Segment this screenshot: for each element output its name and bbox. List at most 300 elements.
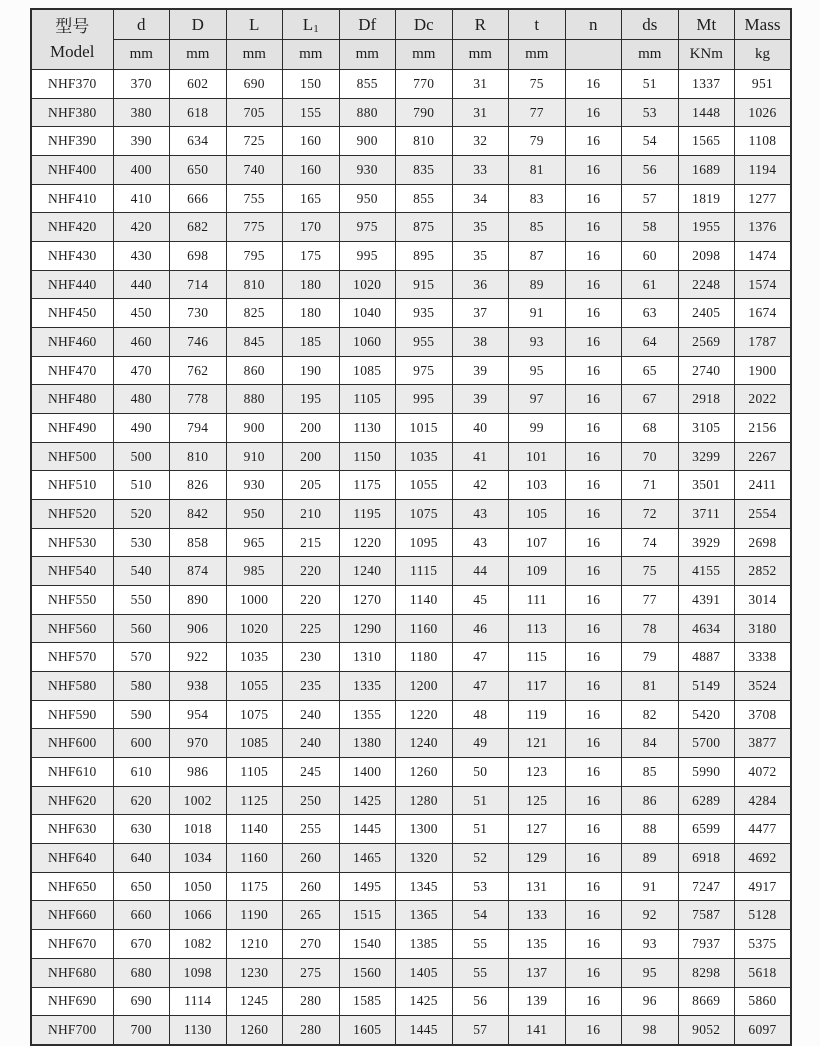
data-cell-Mt: 2098 (678, 242, 735, 271)
table-row (31, 672, 791, 701)
data-cell-Dc: 1445 (396, 1016, 453, 1045)
data-cell-Mass: 1376 (735, 213, 792, 242)
data-cell-t: 111 (509, 586, 566, 615)
data-cell-R: 31 (452, 70, 509, 99)
data-cell-L: 1035 (226, 643, 283, 672)
data-cell-R: 45 (452, 586, 509, 615)
data-cell-L: 1125 (226, 786, 283, 815)
table-row (31, 328, 791, 357)
header-cell-D (170, 9, 227, 40)
data-cell-n: 16 (565, 643, 622, 672)
data-cell-n: 16 (565, 930, 622, 959)
data-cell-L1: 275 (283, 958, 340, 987)
unit-cell-d: mm (113, 40, 170, 70)
data-cell-D: 730 (170, 299, 227, 328)
data-cell-Mass: 2411 (735, 471, 792, 500)
data-cell-t: 75 (509, 70, 566, 99)
data-cell-L1: 235 (283, 672, 340, 701)
data-cell-ds: 95 (622, 958, 679, 987)
data-cell-Df: 1355 (339, 700, 396, 729)
data-cell-R: 53 (452, 872, 509, 901)
data-cell-D: 890 (170, 586, 227, 615)
model-cell: NHF620 (31, 786, 113, 815)
data-cell-L: 1260 (226, 1016, 283, 1045)
data-cell-Dc: 1160 (396, 614, 453, 643)
data-cell-ds: 56 (622, 156, 679, 185)
model-cell: NHF650 (31, 872, 113, 901)
data-cell-L1: 280 (283, 987, 340, 1016)
data-cell-D: 1082 (170, 930, 227, 959)
column-label: Dc (413, 14, 434, 34)
data-cell-ds: 58 (622, 213, 679, 242)
data-cell-d: 420 (113, 213, 170, 242)
table-row (31, 586, 791, 615)
data-cell-t: 135 (509, 930, 566, 959)
data-cell-ds: 86 (622, 786, 679, 815)
data-cell-ds: 81 (622, 672, 679, 701)
data-cell-Df: 1240 (339, 557, 396, 586)
model-label-en: Model (50, 41, 95, 61)
data-cell-Dc: 1035 (396, 442, 453, 471)
data-cell-n: 16 (565, 786, 622, 815)
unit-cell-R: mm (452, 40, 509, 70)
data-cell-d: 560 (113, 614, 170, 643)
data-cell-Df: 950 (339, 184, 396, 213)
data-cell-R: 55 (452, 958, 509, 987)
data-cell-ds: 68 (622, 414, 679, 443)
data-cell-D: 810 (170, 442, 227, 471)
model-cell: NHF580 (31, 672, 113, 701)
data-cell-n: 16 (565, 70, 622, 99)
data-cell-D: 778 (170, 385, 227, 414)
model-cell: NHF700 (31, 1016, 113, 1045)
data-cell-D: 682 (170, 213, 227, 242)
data-cell-Mt: 9052 (678, 1016, 735, 1045)
data-cell-ds: 84 (622, 729, 679, 758)
data-cell-D: 1066 (170, 901, 227, 930)
data-cell-t: 87 (509, 242, 566, 271)
data-cell-ds: 85 (622, 758, 679, 787)
data-cell-Dc: 1115 (396, 557, 453, 586)
table-row (31, 700, 791, 729)
data-cell-Mass: 1674 (735, 299, 792, 328)
table-row (31, 98, 791, 127)
data-cell-Mass: 951 (735, 70, 792, 99)
data-cell-n: 16 (565, 242, 622, 271)
data-cell-Df: 1380 (339, 729, 396, 758)
unit-cell-n (565, 40, 622, 70)
column-label: Df (358, 14, 377, 34)
data-cell-d: 440 (113, 270, 170, 299)
data-cell-D: 794 (170, 414, 227, 443)
data-cell-Df: 1605 (339, 1016, 396, 1045)
data-cell-L: 775 (226, 213, 283, 242)
model-cell: NHF540 (31, 557, 113, 586)
table-row (31, 356, 791, 385)
model-cell: NHF440 (31, 270, 113, 299)
data-cell-n: 16 (565, 987, 622, 1016)
data-cell-d: 580 (113, 672, 170, 701)
model-cell: NHF590 (31, 700, 113, 729)
model-cell: NHF450 (31, 299, 113, 328)
data-cell-Mt: 3299 (678, 442, 735, 471)
data-cell-D: 666 (170, 184, 227, 213)
data-cell-Df: 1130 (339, 414, 396, 443)
data-cell-n: 16 (565, 156, 622, 185)
model-cell: NHF550 (31, 586, 113, 615)
data-cell-D: 826 (170, 471, 227, 500)
data-cell-Df: 1585 (339, 987, 396, 1016)
data-cell-n: 16 (565, 958, 622, 987)
data-cell-n: 16 (565, 213, 622, 242)
data-cell-t: 93 (509, 328, 566, 357)
data-cell-R: 47 (452, 643, 509, 672)
data-cell-D: 698 (170, 242, 227, 271)
data-cell-ds: 77 (622, 586, 679, 615)
data-cell-Mt: 7937 (678, 930, 735, 959)
data-cell-d: 400 (113, 156, 170, 185)
model-cell: NHF560 (31, 614, 113, 643)
table-row (31, 528, 791, 557)
unit-cell-Df: mm (339, 40, 396, 70)
data-cell-d: 410 (113, 184, 170, 213)
data-cell-n: 16 (565, 385, 622, 414)
table-row (31, 299, 791, 328)
table-row (31, 987, 791, 1016)
header-cell-t (509, 9, 566, 40)
data-cell-D: 762 (170, 356, 227, 385)
data-cell-L1: 200 (283, 414, 340, 443)
data-cell-Mass: 4477 (735, 815, 792, 844)
data-cell-Df: 1465 (339, 844, 396, 873)
data-cell-ds: 96 (622, 987, 679, 1016)
data-cell-Mt: 2569 (678, 328, 735, 357)
data-cell-R: 39 (452, 356, 509, 385)
data-cell-R: 39 (452, 385, 509, 414)
data-cell-L: 1190 (226, 901, 283, 930)
data-cell-Mass: 1026 (735, 98, 792, 127)
data-cell-D: 650 (170, 156, 227, 185)
data-cell-d: 590 (113, 700, 170, 729)
data-cell-n: 16 (565, 442, 622, 471)
data-cell-d: 570 (113, 643, 170, 672)
unit-cell-ds: mm (622, 40, 679, 70)
data-cell-L1: 240 (283, 700, 340, 729)
data-cell-Df: 1270 (339, 586, 396, 615)
data-cell-Mt: 4887 (678, 643, 735, 672)
data-cell-t: 115 (509, 643, 566, 672)
data-cell-d: 700 (113, 1016, 170, 1045)
data-cell-Mt: 1689 (678, 156, 735, 185)
model-cell: NHF370 (31, 70, 113, 99)
data-cell-D: 906 (170, 614, 227, 643)
data-cell-Mass: 2156 (735, 414, 792, 443)
data-cell-n: 16 (565, 586, 622, 615)
data-cell-Mt: 5990 (678, 758, 735, 787)
data-cell-d: 620 (113, 786, 170, 815)
table-body (31, 70, 791, 1045)
data-cell-t: 137 (509, 958, 566, 987)
data-cell-ds: 54 (622, 127, 679, 156)
data-cell-L: 1210 (226, 930, 283, 959)
data-cell-Dc: 855 (396, 184, 453, 213)
data-cell-Mt: 8298 (678, 958, 735, 987)
data-cell-Mt: 5420 (678, 700, 735, 729)
data-cell-Mt: 1955 (678, 213, 735, 242)
data-cell-t: 141 (509, 1016, 566, 1045)
data-cell-ds: 70 (622, 442, 679, 471)
data-cell-D: 746 (170, 328, 227, 357)
table-row (31, 500, 791, 529)
column-label: L (302, 14, 314, 34)
data-cell-R: 34 (452, 184, 509, 213)
data-cell-ds: 72 (622, 500, 679, 529)
data-cell-n: 16 (565, 98, 622, 127)
data-cell-d: 540 (113, 557, 170, 586)
data-cell-Dc: 810 (396, 127, 453, 156)
data-cell-t: 81 (509, 156, 566, 185)
data-cell-n: 16 (565, 557, 622, 586)
data-cell-Df: 975 (339, 213, 396, 242)
data-cell-Mt: 2405 (678, 299, 735, 328)
data-cell-L: 1175 (226, 872, 283, 901)
data-cell-Mass: 2022 (735, 385, 792, 414)
data-cell-D: 938 (170, 672, 227, 701)
data-cell-D: 1114 (170, 987, 227, 1016)
data-cell-L1: 255 (283, 815, 340, 844)
data-cell-Df: 1400 (339, 758, 396, 787)
data-cell-d: 500 (113, 442, 170, 471)
data-cell-d: 690 (113, 987, 170, 1016)
data-cell-L1: 150 (283, 70, 340, 99)
data-cell-Dc: 1300 (396, 815, 453, 844)
data-cell-n: 16 (565, 528, 622, 557)
data-cell-Dc: 1075 (396, 500, 453, 529)
data-cell-L: 950 (226, 500, 283, 529)
table-row (31, 901, 791, 930)
model-cell: NHF630 (31, 815, 113, 844)
data-cell-L1: 190 (283, 356, 340, 385)
data-cell-R: 33 (452, 156, 509, 185)
unit-cell-L: mm (226, 40, 283, 70)
data-cell-Dc: 895 (396, 242, 453, 271)
data-cell-L: 1075 (226, 700, 283, 729)
table-row (31, 872, 791, 901)
data-cell-t: 107 (509, 528, 566, 557)
data-cell-Mt: 6289 (678, 786, 735, 815)
data-cell-Mt: 3929 (678, 528, 735, 557)
data-cell-Mt: 1448 (678, 98, 735, 127)
data-cell-n: 16 (565, 471, 622, 500)
table-row (31, 414, 791, 443)
data-cell-Df: 900 (339, 127, 396, 156)
data-cell-L1: 195 (283, 385, 340, 414)
data-cell-t: 85 (509, 213, 566, 242)
data-cell-t: 89 (509, 270, 566, 299)
data-cell-L1: 270 (283, 930, 340, 959)
data-cell-R: 38 (452, 328, 509, 357)
data-cell-Dc: 1095 (396, 528, 453, 557)
header-cell-L (226, 9, 283, 40)
data-cell-R: 54 (452, 901, 509, 930)
data-cell-R: 49 (452, 729, 509, 758)
data-cell-L1: 280 (283, 1016, 340, 1045)
data-cell-ds: 53 (622, 98, 679, 127)
data-cell-n: 16 (565, 270, 622, 299)
data-cell-Dc: 1260 (396, 758, 453, 787)
data-cell-Mass: 3338 (735, 643, 792, 672)
data-cell-L: 860 (226, 356, 283, 385)
data-cell-Mt: 5149 (678, 672, 735, 701)
data-cell-R: 57 (452, 1016, 509, 1045)
data-cell-D: 970 (170, 729, 227, 758)
data-cell-Df: 1040 (339, 299, 396, 328)
data-cell-L1: 265 (283, 901, 340, 930)
data-cell-Mt: 4155 (678, 557, 735, 586)
data-cell-D: 874 (170, 557, 227, 586)
table-row (31, 156, 791, 185)
data-cell-Df: 1150 (339, 442, 396, 471)
column-label: R (474, 14, 486, 34)
data-cell-L: 725 (226, 127, 283, 156)
data-cell-Dc: 1365 (396, 901, 453, 930)
header-cell-d (113, 9, 170, 40)
data-cell-L1: 240 (283, 729, 340, 758)
data-cell-t: 83 (509, 184, 566, 213)
data-cell-Dc: 770 (396, 70, 453, 99)
data-cell-Df: 1540 (339, 930, 396, 959)
data-cell-ds: 67 (622, 385, 679, 414)
data-cell-Mt: 7247 (678, 872, 735, 901)
data-cell-n: 16 (565, 127, 622, 156)
data-cell-ds: 93 (622, 930, 679, 959)
header-cell-Dc (396, 9, 453, 40)
data-cell-L1: 260 (283, 844, 340, 873)
data-cell-d: 490 (113, 414, 170, 443)
data-cell-Mt: 3501 (678, 471, 735, 500)
data-cell-ds: 71 (622, 471, 679, 500)
header-cell-model (31, 9, 113, 70)
data-cell-Dc: 1385 (396, 930, 453, 959)
data-cell-L1: 225 (283, 614, 340, 643)
data-cell-d: 460 (113, 328, 170, 357)
data-cell-ds: 51 (622, 70, 679, 99)
data-cell-ds: 63 (622, 299, 679, 328)
data-cell-ds: 78 (622, 614, 679, 643)
header-cell-Mass (735, 9, 792, 40)
data-cell-n: 16 (565, 184, 622, 213)
data-cell-Mass: 2554 (735, 500, 792, 529)
data-cell-Mt: 2248 (678, 270, 735, 299)
data-cell-D: 634 (170, 127, 227, 156)
data-cell-R: 43 (452, 500, 509, 529)
data-cell-ds: 88 (622, 815, 679, 844)
data-cell-Mass: 1277 (735, 184, 792, 213)
data-cell-d: 610 (113, 758, 170, 787)
data-cell-D: 618 (170, 98, 227, 127)
data-cell-t: 133 (509, 901, 566, 930)
data-cell-Mt: 6599 (678, 815, 735, 844)
header-cell-R (452, 9, 509, 40)
data-cell-L1: 160 (283, 127, 340, 156)
data-cell-Df: 1220 (339, 528, 396, 557)
data-cell-L: 810 (226, 270, 283, 299)
data-cell-t: 109 (509, 557, 566, 586)
header-unit-row (31, 40, 791, 70)
data-cell-Dc: 1015 (396, 414, 453, 443)
data-cell-Dc: 835 (396, 156, 453, 185)
data-cell-L: 755 (226, 184, 283, 213)
table-row (31, 70, 791, 99)
data-cell-ds: 57 (622, 184, 679, 213)
model-cell: NHF390 (31, 127, 113, 156)
data-cell-L: 845 (226, 328, 283, 357)
data-cell-d: 480 (113, 385, 170, 414)
data-cell-t: 103 (509, 471, 566, 500)
header-cell-L1 (283, 9, 340, 40)
model-cell: NHF640 (31, 844, 113, 873)
data-cell-L1: 245 (283, 758, 340, 787)
data-cell-R: 31 (452, 98, 509, 127)
column-label: Mt (696, 14, 717, 34)
data-cell-Mt: 4634 (678, 614, 735, 643)
data-cell-Dc: 935 (396, 299, 453, 328)
data-cell-Mass: 5128 (735, 901, 792, 930)
data-cell-L: 900 (226, 414, 283, 443)
data-cell-ds: 61 (622, 270, 679, 299)
data-cell-R: 51 (452, 786, 509, 815)
table-row (31, 442, 791, 471)
data-cell-R: 51 (452, 815, 509, 844)
table-row (31, 242, 791, 271)
data-cell-Mt: 1565 (678, 127, 735, 156)
data-cell-t: 123 (509, 758, 566, 787)
data-cell-Df: 1310 (339, 643, 396, 672)
data-cell-L: 930 (226, 471, 283, 500)
data-cell-R: 55 (452, 930, 509, 959)
model-cell: NHF690 (31, 987, 113, 1016)
model-cell: NHF470 (31, 356, 113, 385)
table-row (31, 958, 791, 987)
data-cell-n: 16 (565, 729, 622, 758)
data-cell-ds: 74 (622, 528, 679, 557)
data-cell-n: 16 (565, 356, 622, 385)
data-cell-d: 630 (113, 815, 170, 844)
data-cell-Dc: 1055 (396, 471, 453, 500)
data-cell-Mass: 3877 (735, 729, 792, 758)
data-cell-Mass: 1194 (735, 156, 792, 185)
unit-cell-D: mm (170, 40, 227, 70)
data-cell-Df: 1195 (339, 500, 396, 529)
data-cell-ds: 65 (622, 356, 679, 385)
data-cell-L: 825 (226, 299, 283, 328)
model-cell: NHF400 (31, 156, 113, 185)
model-cell: NHF610 (31, 758, 113, 787)
data-cell-Df: 995 (339, 242, 396, 271)
data-cell-Dc: 1180 (396, 643, 453, 672)
data-cell-Dc: 1280 (396, 786, 453, 815)
data-cell-Dc: 1200 (396, 672, 453, 701)
data-cell-L: 985 (226, 557, 283, 586)
data-cell-Mass: 3524 (735, 672, 792, 701)
data-cell-ds: 79 (622, 643, 679, 672)
data-cell-t: 99 (509, 414, 566, 443)
table-row (31, 471, 791, 500)
data-cell-Mass: 1900 (735, 356, 792, 385)
data-cell-Mass: 3014 (735, 586, 792, 615)
data-cell-Df: 1425 (339, 786, 396, 815)
data-cell-n: 16 (565, 844, 622, 873)
